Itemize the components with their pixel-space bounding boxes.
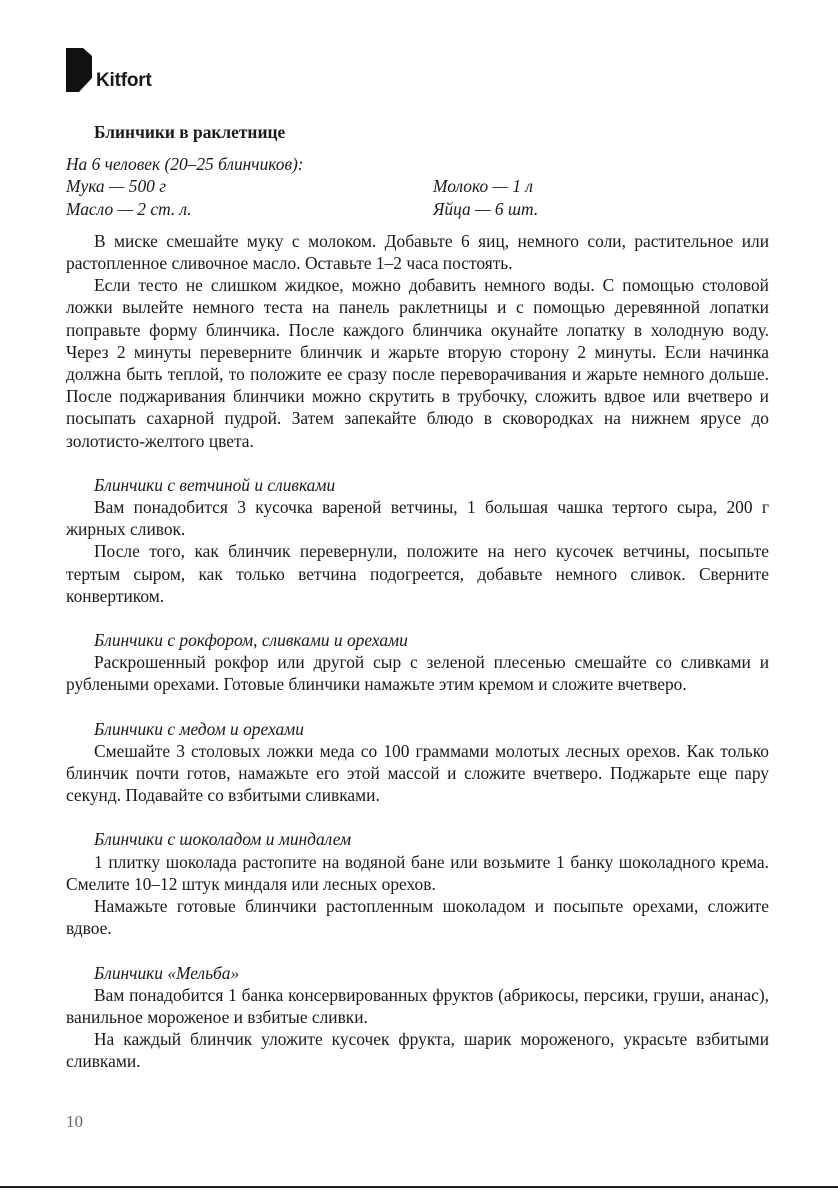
- ingredients-intro: На 6 человек (20–25 блинчиков):: [66, 154, 304, 175]
- ingredient-item: Молоко — 1 л: [433, 176, 533, 197]
- body-paragraph: На каждый блинчик уложите кусочек фрукта, шарик мороженого, украсьте взбитыми сливками.: [66, 1029, 769, 1072]
- recipe-section: [66, 962, 769, 1073]
- brand-name: Kitfort: [96, 70, 152, 91]
- body-paragraph: Раскрошенный рокфор или другой сыр с зеленой плесенью смешайте со сливками и рублеными орехами. Готовые блинчики намажьте этим кремом и сложите вчетверо.: [66, 652, 769, 695]
- section-heading: Блинчики с шоколадом и миндалем: [94, 829, 352, 850]
- recipe-section: [66, 828, 769, 939]
- body-paragraph: После того, как блинчик перевернули, положите на него кусочек ветчины, посыпьте тертым сыром, как только ветчина подогреется, добавьте немного сливок. Сверните конвертиком.: [66, 541, 769, 606]
- recipe-section: [66, 718, 769, 807]
- body-paragraph: Если тесто не слишком жидкое, можно добавить немного воды. С помощью столовой ложки вылейте немного теста на панель раклетницы и с помощью деревянной лопатки поправьте форму блинчика. После каждого блинчика окунайте лопатку в холодную воду. Через 2 минуты переверните блинчик и жарьте вторую сторону 2 минуты. Если начинка должна быть теплой, то положите ее сразу после переворачивания и жарьте немного дольше. После поджаривания блинчики можно скрутить в трубочку, сложить вдвое или вчетверо и посыпать сахарной пудрой. Затем запекайте блюдо в сковородках на нижнем ярусе до золотисто-желтого цвета.: [66, 275, 769, 451]
- body-paragraph: 1 плитку шоколада растопите на водяной бане или возьмите 1 банку шоколадного крема. Смелите 10–12 штук миндаля или лесных орехов.: [66, 851, 769, 894]
- ingredients-row: [66, 198, 769, 220]
- page-content: [66, 121, 769, 1073]
- ingredient-item: Яйца — 6 шт.: [433, 198, 539, 219]
- ingredient-item: Масло — 2 ст. л.: [66, 198, 192, 219]
- body-paragraph: Смешайте 3 столовых ложки меда со 100 граммами молотых лесных орехов. Как только блинчик почти готов, намажьте его этой массой и сложите вчетверо. Поджарьте еще пару секунд. Подавайте со взбитыми сливками.: [66, 740, 769, 806]
- page-number: 10: [66, 1112, 83, 1131]
- recipe-title: Блинчики в раклетнице: [94, 122, 286, 142]
- ingredients-block: [66, 153, 769, 220]
- recipe-section: [66, 474, 769, 607]
- ingredient-item: Мука — 500 г: [66, 176, 166, 197]
- body-paragraph: В миске смешайте муку с молоком. Добавьте 6 яиц, немного соли, растительное или растопленное сливочное масло. Оставьте 1–2 часа постоять.: [66, 230, 769, 274]
- body-paragraph: Вам понадобится 3 кусочка вареной ветчины, 1 большая чашка тертого сыра, 200 г жирных сливок.: [66, 497, 769, 540]
- section-heading: Блинчики «Мельба»: [94, 962, 240, 983]
- section-heading: Блинчики с рокфором, сливками и орехами: [94, 630, 408, 651]
- section-heading: Блинчики с ветчиной и сливками: [94, 474, 336, 495]
- body-paragraph: Намажьте готовые блинчики растопленным шоколадом и посыпьте орехами, сложите вдвое.: [66, 896, 769, 939]
- bottom-rule: [0, 1186, 838, 1188]
- brand-logo: [66, 48, 152, 92]
- body-paragraph: Вам понадобится 1 банка консервированных фруктов (абрикосы, персики, груши, ананас), ванильное мороженое и взбитые сливки.: [66, 984, 769, 1027]
- recipe-section: [66, 629, 769, 696]
- section-heading: Блинчики с медом и орехами: [94, 718, 304, 739]
- ingredients-row: [66, 175, 769, 197]
- kitfort-logo-icon: [66, 48, 92, 92]
